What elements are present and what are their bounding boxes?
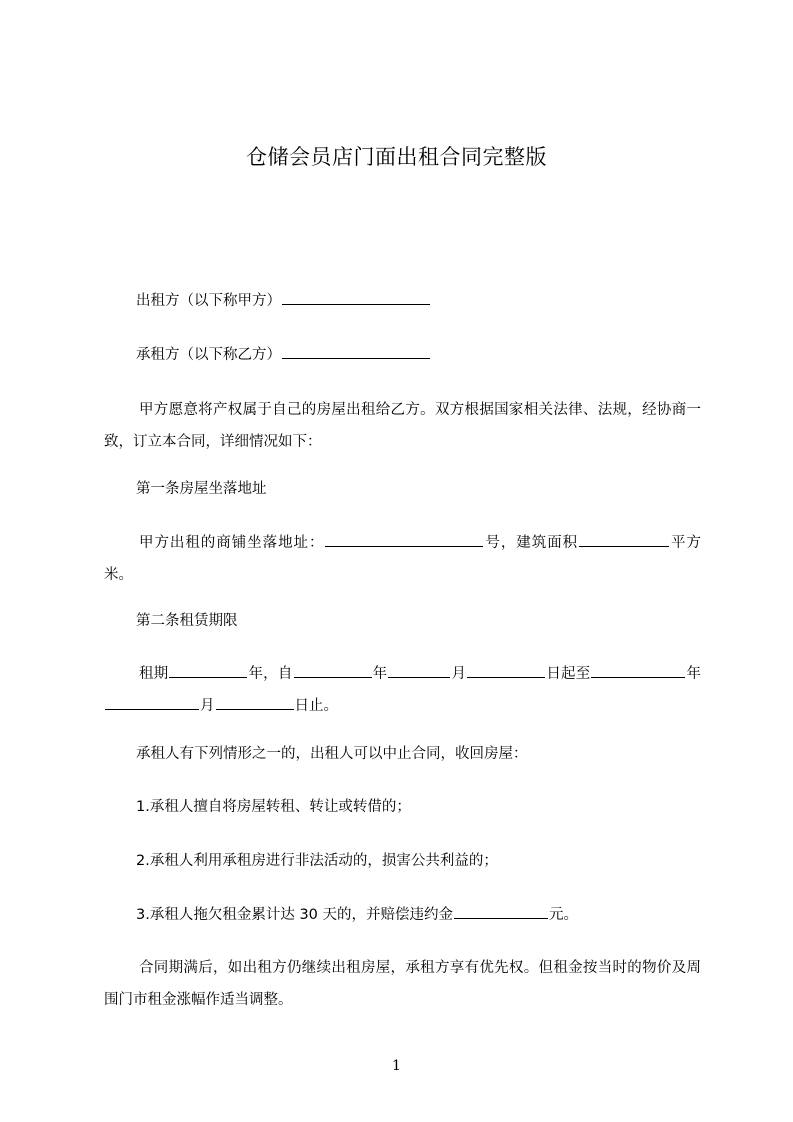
penalty-amount-blank xyxy=(454,904,548,919)
area-blank xyxy=(579,532,669,547)
term-years-blank xyxy=(169,663,247,678)
start-month-blank xyxy=(388,663,450,678)
lessee-label: 承租方（以下称乙方） xyxy=(136,347,281,363)
penalty-label: 3.承租人拖欠租金累计达 30 天的，并赔偿违约金 xyxy=(136,907,454,923)
termination-intro: 承租人有下列情形之一的，出租人可以中止合同，收回房屋： xyxy=(136,746,528,762)
start-day-label: 日起至 xyxy=(546,666,591,682)
lessee-name-blank xyxy=(282,344,430,359)
end-year-label: 年 xyxy=(686,666,702,682)
article2-heading: 第二条租赁期限 xyxy=(136,613,238,629)
lessee-line xyxy=(136,344,431,365)
lessor-line xyxy=(136,290,431,311)
term-paragraph xyxy=(104,658,701,722)
termination-item-1: 1.承租人擅自将房屋转租、转让或转借的； xyxy=(136,799,411,815)
document-title: 仓储会员店门面出租合同完整版 xyxy=(246,145,547,169)
address-label: 甲方出租的商铺坐落地址： xyxy=(139,535,325,551)
lessor-name-blank xyxy=(282,290,430,305)
intro-paragraph: 甲方愿意将产权属于自己的房屋出租给乙方。双方根据国家相关法律、法规，经协商一致，订立本合同，详细情况如下： xyxy=(104,402,701,450)
penalty-unit: 元。 xyxy=(549,907,579,923)
start-month-label: 月 xyxy=(451,666,467,682)
end-year-blank xyxy=(105,695,199,710)
end-month-blank xyxy=(216,695,294,710)
termination-item-2: 2.承租人利用承租房进行非法活动的，损害公共利益的； xyxy=(136,853,498,869)
address-blank xyxy=(325,532,483,547)
end-day-label: 日止。 xyxy=(294,698,338,714)
end-year-line-blank xyxy=(591,663,685,678)
start-year-blank xyxy=(294,663,372,678)
page-number: 1 xyxy=(392,1058,401,1074)
end-month-label: 月 xyxy=(200,698,215,714)
article1-heading: 第一条房屋坐落地址 xyxy=(136,481,267,497)
area-label: 号，建筑面积 xyxy=(484,535,579,551)
area-unit: 平方米。 xyxy=(104,535,702,583)
renewal-paragraph: 合同期满后，如出租方仍继续出租房屋，承租方享有优先权。但租金按当时的物价及周围门市租金涨幅作适当调整。 xyxy=(104,960,701,1008)
article1-paragraph xyxy=(104,527,701,591)
term-from-label: 年，自 xyxy=(248,666,293,682)
lessor-label: 出租方（以下称甲方） xyxy=(136,293,281,309)
term-label: 租期 xyxy=(139,666,169,682)
termination-item-3 xyxy=(136,904,578,925)
start-day-blank xyxy=(467,663,545,678)
start-year-label: 年 xyxy=(372,666,388,682)
